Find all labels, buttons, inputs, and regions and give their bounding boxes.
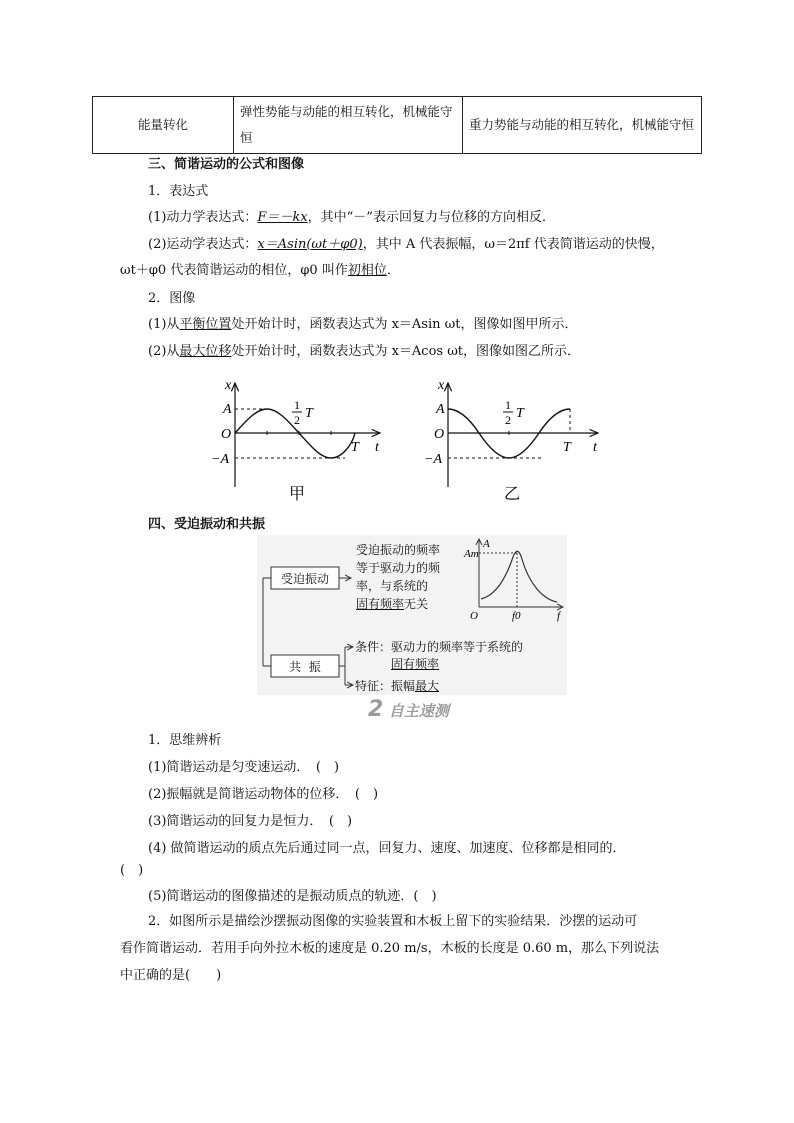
- quiz-item-5: (5)简谐运动的图像描述的是振动质点的轨迹．( ): [148, 889, 437, 904]
- initial-phase-term: 初相位: [347, 263, 387, 278]
- x-label: x: [225, 378, 232, 393]
- resonance-curve: [481, 551, 557, 602]
- svg-text:1: 1: [505, 398, 511, 412]
- table-cell-spring: 弹性势能与动能的相互转化，机械能守恒: [234, 97, 463, 154]
- cosine-graph: [418, 375, 613, 505]
- quiz-item-1: (1)简谐运动是匀变速运动． ( ): [148, 760, 340, 775]
- resonance-diagram: [257, 535, 567, 695]
- graph-cos-text: (2)从最大位移处开始计时，函数表达式为 x＝Acos ωt，图像如图乙所示．: [148, 344, 581, 359]
- svg-text:A: A: [483, 538, 490, 550]
- period-label: T: [351, 440, 359, 455]
- dynamics-expression: (1)动力学表达式：F＝－kx，其中“－”表示回复力与位移的方向相反．: [148, 210, 555, 225]
- svg-text:x: x: [438, 378, 445, 393]
- svg-text:T: T: [563, 440, 571, 455]
- svg-text:T: T: [516, 406, 524, 421]
- quiz-item-2: (2)振幅就是简谐运动物体的位移． ( ): [148, 787, 379, 802]
- svg-text:1: 1: [294, 398, 300, 412]
- self-test-banner: 2 自主速测: [368, 697, 449, 722]
- svg-text:f: f: [557, 610, 561, 622]
- svg-text:A: A: [436, 402, 445, 417]
- svg-text:−A: −A: [424, 452, 442, 467]
- svg-text:2: 2: [294, 413, 300, 427]
- section3-title: 三、简谐运动的公式和图像: [148, 157, 305, 172]
- section4-title: 四、受迫振动和共振: [148, 517, 266, 532]
- resonance-condition: 条件：驱动力的频率等于系统的 固有频率: [355, 640, 524, 671]
- question-2-line1: 2．如图所示是描绘沙摆振动图像的实验装置和木板上留下的实验结果．沙摆的运动可: [148, 914, 638, 929]
- quiz-item-3: (3)简谐运动的回复力是恒力． ( ): [148, 814, 353, 829]
- sine-graph: [205, 375, 395, 505]
- question-2-line3: 中正确的是( ): [120, 968, 222, 983]
- question-2-line2: 看作简谐运动．若用手向外拉木板的速度是 0.20 m/s，木板的长度是 0.60 m，那么下列说法: [120, 941, 660, 956]
- resonance-feature: 特征：振幅最大: [355, 679, 440, 693]
- graph-sin-text: (1)从平衡位置处开始计时，函数表达式为 x＝Asin ωt，图像如图甲所示．: [148, 317, 578, 332]
- t-label: t: [375, 440, 379, 455]
- quiz-title: 1．思维辨析: [148, 733, 222, 748]
- caption-yi: 乙: [504, 486, 521, 503]
- kinematics-formula: x＝Asin(ωt＋φ0): [257, 237, 363, 252]
- table-cell-pendulum: 重力势能与动能的相互转化，机械能守恒: [463, 97, 702, 154]
- energy-table: [92, 96, 702, 154]
- origin-label: O: [221, 427, 232, 442]
- svg-text:O: O: [470, 610, 478, 622]
- subheading-expression: 1．表达式: [148, 184, 209, 199]
- resonance-box: 共 振: [289, 660, 321, 674]
- table-row-label: 能量转化: [93, 97, 234, 154]
- forced-vibration-box: 受迫振动: [280, 572, 329, 586]
- svg-text:t: t: [593, 440, 597, 455]
- forced-vibration-desc: 受迫振动的频率 等于驱动力的频 率，与系统的 固有频率无关: [356, 543, 441, 611]
- half-period-label: T: [305, 406, 313, 421]
- svg-text:O: O: [434, 427, 445, 442]
- caption-jia: 甲: [289, 486, 306, 503]
- amp-label: A: [223, 402, 232, 417]
- neg-amp-label: −A: [211, 452, 229, 467]
- kinematics-expression: (2)运动学表达式：x＝Asin(ωt＋φ0)，其中 A 代表振幅，ω＝2πf 代表简谐运动的快慢，: [148, 237, 664, 252]
- dynamics-formula: F＝－kx: [257, 210, 308, 225]
- svg-text:f0: f0: [512, 610, 521, 622]
- quiz-item-4: (4) 做简谐运动的质点先后通过同一点，回复力、速度、加速度、位移都是相同的．: [148, 841, 626, 856]
- quiz-item-4-bracket: ( ): [120, 863, 144, 878]
- svg-text:Am: Am: [464, 548, 479, 560]
- subheading-graph: 2．图像: [148, 291, 196, 306]
- phase-description: ωt＋φ0 代表简谐运动的相位，φ0 叫作初相位．: [120, 263, 400, 278]
- svg-text:2: 2: [505, 413, 511, 427]
